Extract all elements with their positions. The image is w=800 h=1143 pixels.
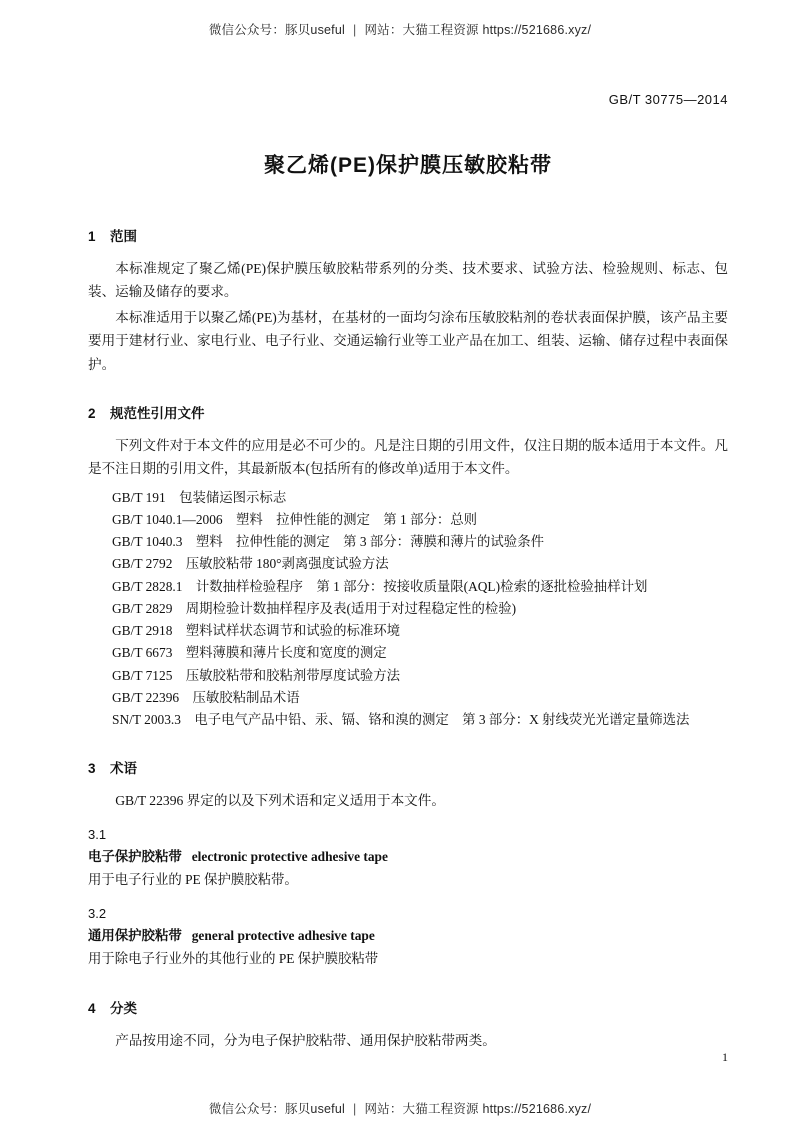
section-title-scope: 范围 [110, 229, 137, 244]
watermark-url: https://521686.xyz/ [482, 23, 592, 37]
watermark-separator: | [352, 23, 357, 37]
term-entry-3-1 [88, 846, 728, 867]
list-item: GB/T 6673 塑料薄膜和薄片长度和宽度的测定 [112, 645, 387, 661]
watermark-wechat-label-bottom: 微信公众号： [208, 1102, 286, 1116]
list-item: GB/T 1040.1—2006 塑料 拉伸性能的测定 第 1 部分：总则 [112, 511, 478, 527]
section-number-normative-refs: 2 [88, 405, 96, 421]
list-item: SN/T 2003.3 电子电气产品中铅、汞、镉、铬和溴的测定 第 3 部分：X 射线荧光光谱定量筛选法 [112, 712, 690, 728]
term-cn-3-2: 通用保护胶粘带 [88, 927, 182, 943]
scope-paragraph-1: 本标准规定了聚乙烯(PE)保护膜压敏胶粘带系列的分类、技术要求、试验方法、检验规则、标志、包装、运输及储存的要求。 [88, 261, 728, 300]
section-heading-classification [88, 997, 728, 1017]
term-definition-3-2: 用于除电子行业外的其他行业的 PE 保护膜胶粘带 [88, 951, 379, 967]
section-title-normative-refs: 规范性引用文件 [110, 405, 205, 421]
term-entry-3-2 [88, 925, 728, 946]
list-item: GB/T 2792 压敏胶粘带 180°剥离强度试验方法 [112, 556, 389, 572]
scope-paragraph-2: 本标准适用于以聚乙烯(PE)为基材，在基材的一面均匀涂布压敏胶粘剂的卷状表面保护膜，该产品主要要用于建材行业、家电行业、电子行业、交通运输行业等工业产品在加工、组装、运输、储存过程中表面保护。 [88, 309, 728, 372]
standard-number: GB/T 30775—2014 [608, 92, 728, 107]
watermark-wechat-label: 微信公众号： [208, 23, 286, 37]
section-number-classification: 4 [88, 1001, 96, 1017]
term-number-3-1: 3.1 [88, 826, 107, 842]
document-body [88, 92, 728, 1055]
list-item: GB/T 2828.1 计数抽样检验程序 第 1 部分：按接收质量限(AQL)检索的逐批检验抽样计划 [112, 578, 648, 594]
watermark-wechat-name-bottom: 豚贝useful [285, 1102, 345, 1116]
page-number: 1 [722, 1050, 728, 1064]
list-item: GB/T 2918 塑料试样状态调节和试验的标准环境 [112, 623, 401, 639]
term-en-3-2: general protective adhesive tape [191, 927, 375, 943]
list-item: GB/T 7125 压敏胶粘带和胶粘剂带厚度试验方法 [112, 667, 401, 683]
watermark-bottom [0, 1099, 800, 1117]
terms-paragraph-1: GB/T 22396 界定的以及下列术语和定义适用于本文件。 [115, 793, 445, 809]
normative-reference-list [88, 487, 728, 732]
watermark-site-label-bottom: 网站： [364, 1102, 403, 1116]
watermark-wechat-name: 豚贝useful [285, 23, 345, 37]
section-heading-terms [88, 757, 728, 777]
list-item: GB/T 191 包装储运图示标志 [112, 489, 287, 505]
term-cn-3-1: 电子保护胶粘带 [88, 848, 182, 864]
section-heading-normative-refs [88, 402, 728, 422]
section-title-classification: 分类 [110, 1001, 137, 1017]
watermark-separator-bottom: | [352, 1102, 357, 1116]
section-heading-scope [88, 225, 728, 245]
section-number-scope: 1 [88, 229, 96, 244]
term-number-3-2: 3.2 [88, 905, 107, 921]
classification-paragraph-1: 产品按用途不同，分为电子保护胶粘带、通用保护胶粘带两类。 [115, 1033, 496, 1049]
section-title-terms: 术语 [110, 761, 137, 777]
term-en-3-1: electronic protective adhesive tape [191, 848, 388, 864]
page-title: 聚乙烯(PE)保护膜压敏胶粘带 [264, 154, 552, 177]
list-item: GB/T 22396 压敏胶粘制品术语 [112, 689, 300, 705]
watermark-url-bottom: https://521686.xyz/ [482, 1102, 592, 1116]
term-definition-3-1: 用于电子行业的 PE 保护膜胶粘带。 [88, 872, 298, 888]
watermark-site-label: 网站： [364, 23, 403, 37]
list-item: GB/T 1040.3 塑料 拉伸性能的测定 第 3 部分：薄膜和薄片的试验条件 [112, 534, 544, 550]
section-number-terms: 3 [88, 761, 96, 777]
list-item: GB/T 2829 周期检验计数抽样程序及表(适用于对过程稳定性的检验) [112, 600, 517, 616]
normative-refs-paragraph-1: 下列文件对于本文件的应用是必不可少的。凡是注日期的引用文件，仅注日期的版本适用于本文件。凡是不注日期的引用文件，其最新版本(包括所有的修改单)适用于本文件。 [88, 437, 728, 477]
watermark-top [0, 20, 800, 38]
watermark-site-name-bottom: 大猫工程资源 [402, 1102, 479, 1116]
watermark-site-name: 大猫工程资源 [402, 23, 479, 37]
